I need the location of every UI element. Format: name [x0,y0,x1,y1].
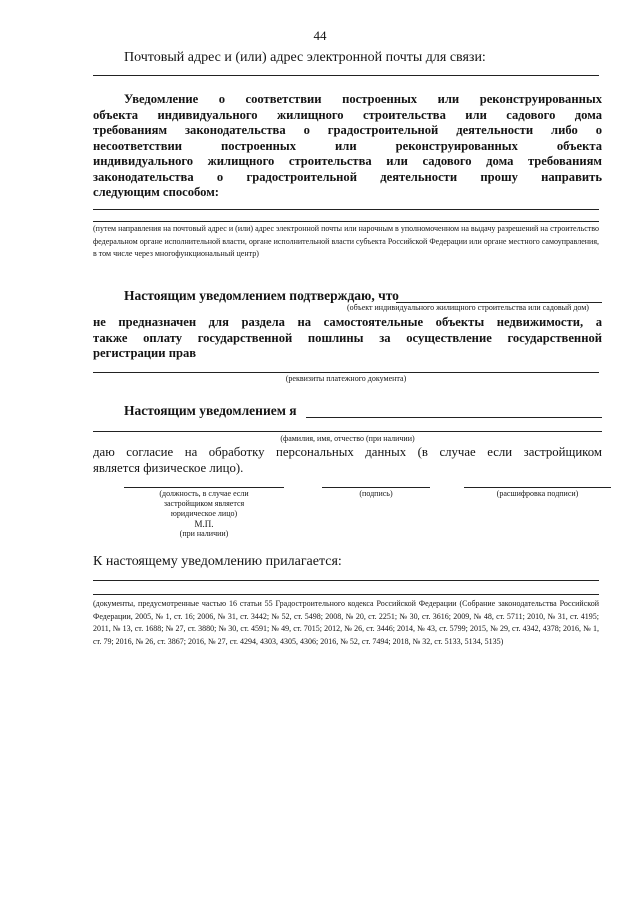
attachments-note: (документы, предусмотренные частью 16 статьи 55 Градостроительного кодекса Российской Федерации (Собрание законодательства Российской Федерации, 2005, № 1, ст. 16; 2006, № 31, ст. 3442; № 52, ст. 5498; 2008, № 20, ст. 2251; № 30, ст. 3616; 2009, № 48, ст. 5711; 2010, № 31, ст. 4195; 2011, № 13, ст. 1688; № 27, ст. 3880; № 30, ст. 4591; № 49, ст. 7015; 2012, № 26, ст. 3446; 2014, № 43, ст. 5799; 2015, № 29, ст. 4342, 4378; 2016, № 1, ст. 79; 2016, № 26, ст. 3867; 2016, № 27, ст. 4294, 4303, 4305, 4306; 2016, № 52, ст. 7494; 2018, № 32, ст. 5133, 5134, 5135) [93,599,599,647]
attachments-heading: К настоящему уведомлению прилагается: [93,554,342,569]
confirm-line: регистрации прав [93,346,197,360]
position-caption-line: (должность, в случае если [159,489,249,498]
confirm-caption: (объект индивидуального жилищного строительства или садовый дом) [347,303,589,312]
consent-caption: (фамилия, имя, отчество (при наличии) [280,434,415,443]
notice-line: следующим способом: [93,185,219,199]
notice-line: индивидуального жилищного строительства или садового дома требованиям [93,154,602,168]
consent-name-line-2 [93,431,602,432]
notice-line: Уведомление о соответствии построенных или реконструированных [124,92,602,106]
confirm-line: также оплату государственной пошлины за осуществление государственной [93,330,602,345]
transcript-line [464,487,611,488]
confirm-intro: Настоящим уведомлением подтверждаю, что [124,288,399,303]
payment-caption: (реквизиты платежного документа) [285,374,407,383]
notice-line: объекта индивидуального жилищного строительства или садового дома [93,107,602,122]
consent-name-line [306,417,602,418]
attachments-line-1 [93,580,599,581]
delivery-method-line-1 [93,209,599,210]
delivery-note: (путем направления на почтовый адрес и (или) адрес электронной почты или нарочным в уполномоченном на выдачу разрешений на строительство федеральном органе исполнительной власти, органе исполнительной власти субъекта Российской Федерации или органе местного самоуправления, в том числе через многофункциональный центр) [93,224,599,258]
notice-paragraph [93,92,602,201]
position-caption-line: юридическое лицо) [170,509,238,518]
contact-heading: Почтовый адрес и (или) адрес электронной почты для связи: [124,50,486,65]
stamp-label: М.П. [194,519,214,529]
consent-line: является физическое лицо). [93,460,244,475]
consent-line: даю согласие на обработку персональных данных (в случае если застройщиком [93,445,602,459]
consent-paragraph [93,445,602,476]
contact-line [93,75,599,76]
payment-line [93,372,599,373]
consent-intro: Настоящим уведомлением я [124,403,297,418]
attachments-line-2 [93,594,599,595]
notice-line: несоответствии построенных или реконструированных объекта [93,138,602,153]
position-caption [124,489,284,539]
confirm-line: не предназначен для раздела на самостоятельные объекты недвижимости, а [93,315,602,329]
notice-line: требованиям законодательства о градостроительной деятельности либо о [93,123,602,137]
transcript-caption: (расшифровка подписи) [496,489,579,498]
position-line [124,487,284,488]
signature-line [322,487,430,488]
position-caption-line: застройщиком является [163,499,245,508]
position-caption-line: (при наличии) [179,529,229,538]
notice-line: законодательства о градостроительной деятельности прошу направить [93,169,602,184]
delivery-method-line-2 [93,221,599,222]
signature-caption: (подпись) [359,489,393,498]
confirm-paragraph [93,315,602,362]
page-number: 44 [313,28,327,43]
